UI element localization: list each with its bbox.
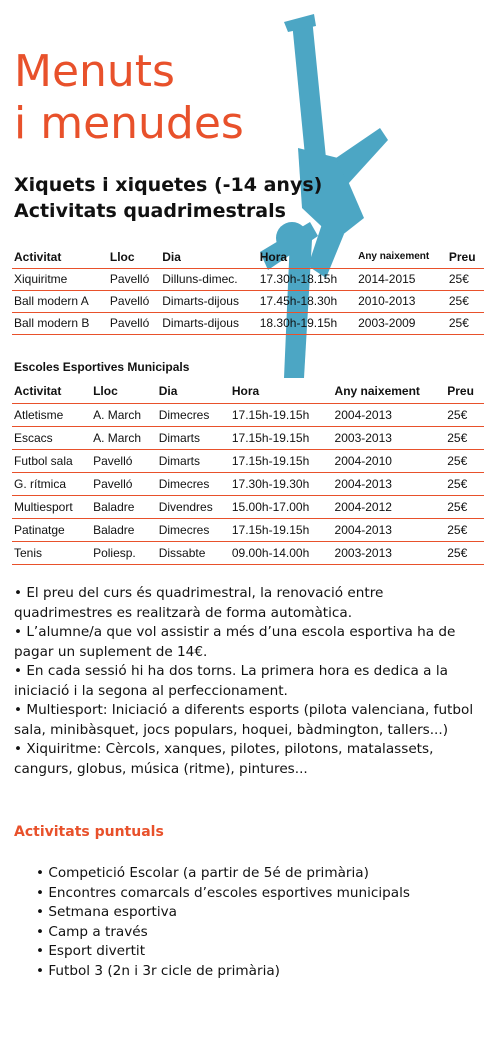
quarterly-activities-table bbox=[12, 246, 484, 335]
table-row bbox=[12, 290, 484, 312]
cell: Dimecres bbox=[157, 518, 230, 541]
table-row bbox=[12, 426, 484, 449]
cell: 17.15h-19.15h bbox=[230, 518, 333, 541]
list-item: • Esport divertit bbox=[36, 942, 410, 962]
cell: G. rítmica bbox=[12, 472, 91, 495]
table-row bbox=[12, 268, 484, 290]
puntuals-list bbox=[36, 864, 410, 982]
section-title-escoles: Escoles Esportives Municipals bbox=[14, 360, 190, 374]
cell: 18.30h-19.15h bbox=[258, 312, 356, 334]
col-activitat: Activitat bbox=[12, 380, 91, 403]
col-dia: Dia bbox=[157, 380, 230, 403]
note-price: • El preu del curs és quadrimestral, la renovació entre quadrimestres es realitzarà de forma automàtica. bbox=[14, 585, 384, 621]
notes-block bbox=[14, 584, 484, 779]
note-supplement: • L’alumne/a que vol assistir a més d’una escola esportiva ha de pagar un suplement de 14€. bbox=[14, 624, 456, 660]
cell: 17.30h-18.15h bbox=[258, 268, 356, 290]
cell: Tenis bbox=[12, 541, 91, 564]
cell: 2003-2013 bbox=[333, 541, 446, 564]
cell: 2014-2015 bbox=[356, 268, 447, 290]
col-hora: Hora bbox=[230, 380, 333, 403]
col-lloc: Lloc bbox=[91, 380, 157, 403]
title-line-1: Menuts bbox=[14, 46, 175, 97]
cell: 25€ bbox=[445, 403, 484, 426]
cell: Dimarts bbox=[157, 426, 230, 449]
table-row bbox=[12, 518, 484, 541]
cell: 25€ bbox=[445, 449, 484, 472]
col-preu: Preu bbox=[447, 246, 484, 268]
cell: 25€ bbox=[445, 541, 484, 564]
cell: Pavelló bbox=[108, 268, 160, 290]
title-line-2: i menudes bbox=[14, 98, 244, 149]
table-row bbox=[12, 495, 484, 518]
col-any-naixement: Any naixement bbox=[356, 246, 447, 268]
cell: 25€ bbox=[447, 312, 484, 334]
table-row bbox=[12, 449, 484, 472]
page-title bbox=[14, 46, 244, 150]
page-subtitle bbox=[14, 172, 322, 224]
cell: Dilluns-dimec. bbox=[160, 268, 257, 290]
list-item: • Camp a través bbox=[36, 923, 410, 943]
cell: Ball modern A bbox=[12, 290, 108, 312]
cell: 2010-2013 bbox=[356, 290, 447, 312]
cell: 17.45h-18.30h bbox=[258, 290, 356, 312]
cell: Atletisme bbox=[12, 403, 91, 426]
cell: 25€ bbox=[445, 518, 484, 541]
cell: Baladre bbox=[91, 518, 157, 541]
table-row bbox=[12, 403, 484, 426]
cell: Divendres bbox=[157, 495, 230, 518]
cell: 25€ bbox=[447, 290, 484, 312]
cell: A. March bbox=[91, 426, 157, 449]
cell: 25€ bbox=[445, 426, 484, 449]
cell: 25€ bbox=[445, 472, 484, 495]
cell: Escacs bbox=[12, 426, 91, 449]
cell: 2004-2013 bbox=[333, 403, 446, 426]
col-lloc: Lloc bbox=[108, 246, 160, 268]
cell: Dissabte bbox=[157, 541, 230, 564]
cell: 2004-2012 bbox=[333, 495, 446, 518]
cell: 17.15h-19.15h bbox=[230, 403, 333, 426]
list-item: • Futbol 3 (2n i 3r cicle de primària) bbox=[36, 962, 410, 982]
section-title-puntuals: Activitats puntuals bbox=[14, 824, 164, 840]
subtitle-line-1: Xiquets i xiquetes (-14 anys) bbox=[14, 174, 323, 196]
subtitle-line-2: Activitats quadrimestrals bbox=[14, 200, 286, 222]
cell: Baladre bbox=[91, 495, 157, 518]
cell: 17.15h-19.15h bbox=[230, 449, 333, 472]
cell: Xiquiritme bbox=[12, 268, 108, 290]
cell: Pavelló bbox=[91, 449, 157, 472]
cell: Pavelló bbox=[108, 312, 160, 334]
cell: Dimarts-dijous bbox=[160, 312, 257, 334]
cell: Multiesport bbox=[12, 495, 91, 518]
cell: 15.00h-17.00h bbox=[230, 495, 333, 518]
cell: 2003-2013 bbox=[333, 426, 446, 449]
cell: 25€ bbox=[447, 268, 484, 290]
col-any-naixement: Any naixement bbox=[333, 380, 446, 403]
cell: Ball modern B bbox=[12, 312, 108, 334]
note-sessions: • En cada sessió hi ha dos torns. La primera hora es dedica a la iniciació i la segona al perfeccionament. bbox=[14, 663, 448, 699]
cell: Dimecres bbox=[157, 472, 230, 495]
col-preu: Preu bbox=[445, 380, 484, 403]
cell: Pavelló bbox=[108, 290, 160, 312]
col-hora: Hora bbox=[258, 246, 356, 268]
note-xiquiritme: • Xiquiritme: Cèrcols, xanques, pilotes, pilotons, matalassets, cangurs, globus, música (ritme), pintures... bbox=[14, 741, 434, 777]
list-item: • Competició Escolar (a partir de 5é de primària) bbox=[36, 864, 410, 884]
table-row bbox=[12, 312, 484, 334]
list-item: • Setmana esportiva bbox=[36, 903, 410, 923]
cell: 09.00h-14.00h bbox=[230, 541, 333, 564]
col-activitat: Activitat bbox=[12, 246, 108, 268]
table-row bbox=[12, 472, 484, 495]
cell: Dimecres bbox=[157, 403, 230, 426]
cell: 2003-2009 bbox=[356, 312, 447, 334]
cell: 2004-2013 bbox=[333, 472, 446, 495]
cell: A. March bbox=[91, 403, 157, 426]
municipal-sports-schools-table bbox=[12, 380, 484, 565]
note-multiesport: • Multiesport: Iniciació a diferents esports (pilota valenciana, futbol sala, minibàsquet, jocs populars, hoquei, bàdmington, tallers...) bbox=[14, 702, 474, 738]
table-header-row bbox=[12, 380, 484, 403]
cell: 2004-2013 bbox=[333, 518, 446, 541]
cell: Dimarts bbox=[157, 449, 230, 472]
cell: 2004-2010 bbox=[333, 449, 446, 472]
cell: Patinatge bbox=[12, 518, 91, 541]
cell: Poliesp. bbox=[91, 541, 157, 564]
table-header-row bbox=[12, 246, 484, 268]
cell: Dimarts-dijous bbox=[160, 290, 257, 312]
cell: Pavelló bbox=[91, 472, 157, 495]
table-row bbox=[12, 541, 484, 564]
cell: 17.15h-19.15h bbox=[230, 426, 333, 449]
cell: Futbol sala bbox=[12, 449, 91, 472]
col-dia: Dia bbox=[160, 246, 257, 268]
cell: 17.30h-19.30h bbox=[230, 472, 333, 495]
cell: 25€ bbox=[445, 495, 484, 518]
list-item: • Encontres comarcals d’escoles esportives municipals bbox=[36, 884, 410, 904]
